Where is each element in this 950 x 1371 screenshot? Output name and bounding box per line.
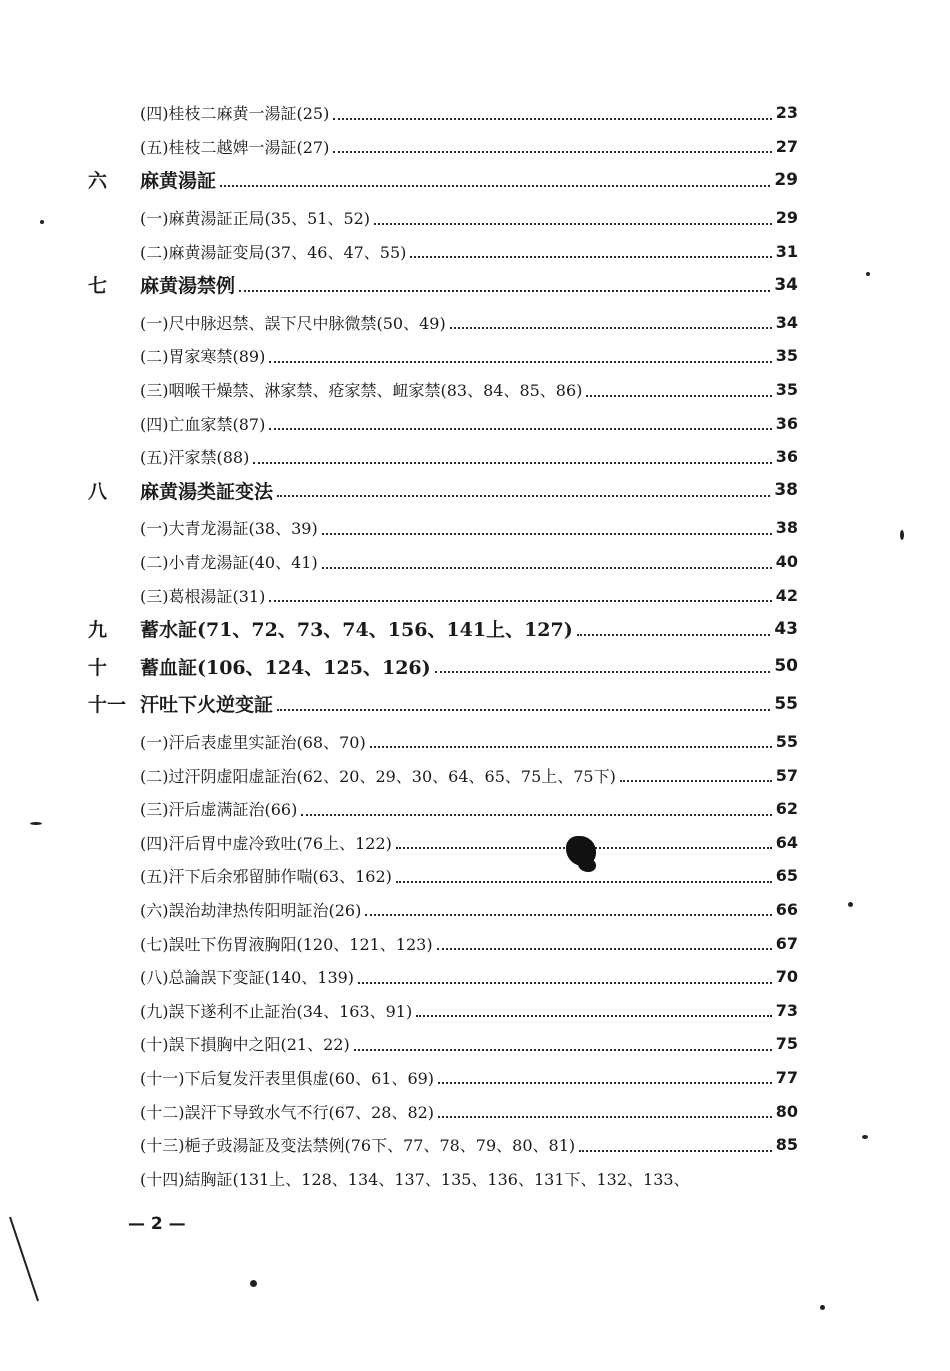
entry-page-number: 85 [775, 1135, 798, 1155]
entry-title: 蓄血証(106、124、125、126) [140, 656, 431, 679]
entry-title: (八)总論誤下变証(140、139) [140, 968, 355, 988]
entry-page-number: 31 [775, 241, 798, 261]
dot-leader [322, 531, 772, 535]
entry-page-number: 40 [775, 552, 798, 572]
table-of-contents [88, 96, 798, 1195]
chapter-number: 十 [88, 656, 108, 679]
entry-title: 麻黄湯証 [140, 170, 217, 193]
entry-page-number: 27 [775, 136, 798, 156]
toc-chapter-row [88, 474, 798, 508]
dot-leader [354, 1047, 772, 1051]
entry-title: (四)亡血家禁(87) [140, 414, 266, 434]
toc-entry-row [88, 926, 798, 960]
entry-page-number: 36 [775, 447, 798, 467]
dot-leader [322, 565, 772, 569]
toc-chapter-row [88, 163, 798, 197]
entry-page-number: 50 [774, 656, 798, 677]
dot-leader [239, 288, 770, 292]
toc-entry-row [88, 578, 798, 612]
toc-entry-row [88, 893, 798, 927]
dot-leader [438, 1114, 772, 1118]
speck [848, 902, 853, 907]
dot-leader [435, 669, 771, 673]
dot-leader [450, 325, 772, 329]
entry-title: (十二)誤汗下导致水气不行(67、28、82) [140, 1102, 435, 1122]
entry-title: (四)汗后胃中虚冷致吐(76上、122) [140, 833, 392, 853]
toc-entry-row [88, 339, 798, 373]
entry-title: (十三)梔子豉湯証及变法禁例(76下、77、78、79、80、81) [140, 1136, 576, 1156]
entry-page-number: 43 [774, 618, 798, 639]
toc-chapter-row [88, 650, 798, 684]
entry-page-number: 34 [775, 312, 798, 332]
chapter-number: 八 [88, 480, 108, 503]
dot-leader [277, 707, 770, 711]
entry-page-number: 23 [775, 103, 798, 123]
toc-entry-row [88, 758, 798, 792]
toc-entry-row [88, 859, 798, 893]
entry-page-number: 62 [775, 799, 798, 819]
toc-entry-row [88, 440, 798, 474]
toc-entry-row [88, 545, 798, 579]
dot-leader [333, 149, 771, 153]
entry-title: (六)誤治劫津热传阳明証治(26) [140, 900, 362, 920]
entry-title: (一)汗后表虚里实証治(68、70) [140, 732, 366, 752]
dot-leader [269, 426, 771, 430]
dot-leader [358, 980, 772, 984]
page-number: — 2 — [128, 1214, 186, 1234]
entry-title: (十)誤下損胸中之阳(21、22) [140, 1035, 350, 1055]
toc-entry-row [88, 406, 798, 440]
toc-entry-row [88, 511, 798, 545]
toc-entry-row [88, 373, 798, 407]
entry-title: (一)尺中脉迟禁、誤下尺中脉微禁(50、49) [140, 313, 446, 333]
toc-entry-row [88, 1161, 798, 1195]
speck [862, 1135, 868, 1139]
toc-entry-row [88, 960, 798, 994]
ink-blot [578, 858, 596, 872]
entry-title: (三)咽喉干燥禁、淋家禁、疮家禁、衄家禁(83、84、85、86) [140, 381, 583, 401]
dot-leader [586, 393, 771, 397]
toc-entry-row [88, 1094, 798, 1128]
entry-page-number: 77 [775, 1067, 798, 1087]
toc-entry-row [88, 201, 798, 235]
entry-title: (七)誤吐下伤胃液胸阳(120、121、123) [140, 934, 433, 954]
dot-leader [410, 254, 771, 258]
entry-page-number: 66 [775, 899, 798, 919]
entry-title: (二)胃家寒禁(89) [140, 347, 266, 367]
entry-title: (十一)下后复发汗表里俱虚(60、61、69) [140, 1068, 435, 1088]
entry-page-number: 42 [775, 585, 798, 605]
dot-leader [269, 598, 771, 602]
dot-leader [438, 1080, 772, 1084]
entry-page-number: 67 [775, 933, 798, 953]
entry-title: (四)桂枝二麻黄一湯証(25) [140, 104, 330, 124]
dot-leader [301, 812, 771, 816]
dot-leader [579, 1148, 772, 1152]
entry-title: 麻黄湯类証变法 [140, 480, 274, 503]
toc-entry-row [88, 1061, 798, 1095]
entry-title: (二)小青龙湯証(40、41) [140, 553, 318, 573]
dot-leader [365, 912, 771, 916]
entry-page-number: 65 [775, 866, 798, 886]
entry-page-number: 73 [775, 1000, 798, 1020]
entry-title: (二)过汗阴虚阳虚証治(62、20、29、30、64、65、75上、75下) [140, 766, 616, 786]
speck [866, 272, 870, 276]
entry-page-number: 38 [775, 518, 798, 538]
entry-title: (十四)結胸証(131上、128、134、137、135、136、131下、132、133、 [140, 1169, 690, 1189]
toc-entry-row [88, 725, 798, 759]
toc-chapter-row [88, 687, 798, 721]
dot-leader [220, 183, 770, 187]
dot-leader [269, 359, 771, 363]
entry-page-number: 34 [774, 274, 798, 295]
entry-title: 汗吐下火逆变証 [140, 694, 274, 717]
entry-title: 麻黄湯禁例 [140, 275, 236, 298]
entry-title: 蓄水証(71、72、73、74、156、141上、127) [140, 619, 573, 642]
speck [820, 1305, 825, 1310]
dot-leader [577, 632, 771, 636]
speck [250, 1280, 257, 1287]
toc-entry-row [88, 792, 798, 826]
entry-page-number: 64 [775, 832, 798, 852]
dot-leader [277, 493, 770, 497]
toc-entry-row [88, 96, 798, 130]
entry-page-number: 29 [775, 208, 798, 228]
entry-title: (三)葛根湯証(31) [140, 586, 266, 606]
chapter-number: 七 [88, 275, 108, 298]
entry-page-number: 70 [775, 967, 798, 987]
entry-page-number: 38 [774, 480, 798, 501]
toc-entry-row [88, 306, 798, 340]
dot-leader [620, 778, 772, 782]
dot-leader [253, 460, 771, 464]
entry-page-number: 57 [775, 765, 798, 785]
toc-entry-row [88, 130, 798, 164]
entry-page-number: 80 [775, 1101, 798, 1121]
toc-chapter-row [88, 612, 798, 646]
entry-title: (三)汗后虚满証治(66) [140, 800, 298, 820]
entry-title: (五)汗家禁(88) [140, 448, 250, 468]
speck [30, 822, 42, 825]
entry-title: (二)麻黄湯証变局(37、46、47、55) [140, 242, 407, 262]
toc-entry-row [88, 1128, 798, 1162]
scan-scratch [0, 1215, 60, 1305]
chapter-number: 六 [88, 170, 108, 193]
toc-entry-row [88, 1027, 798, 1061]
entry-page-number: 75 [775, 1034, 798, 1054]
toc-entry-row [88, 993, 798, 1027]
dot-leader [437, 946, 772, 950]
dot-leader [333, 116, 771, 120]
toc-entry-row [88, 234, 798, 268]
entry-title: (五)桂枝二越婢一湯証(27) [140, 137, 330, 157]
dot-leader [416, 1013, 772, 1017]
entry-page-number: 36 [775, 413, 798, 433]
dot-leader [370, 744, 772, 748]
entry-page-number: 35 [775, 346, 798, 366]
entry-page-number: 55 [774, 693, 798, 714]
toc-chapter-row [88, 268, 798, 302]
entry-title: (九)誤下遂利不止証治(34、163、91) [140, 1001, 413, 1021]
entry-page-number: 35 [775, 380, 798, 400]
entry-page-number: 29 [774, 169, 798, 190]
dot-leader [374, 221, 772, 225]
dot-leader [396, 879, 772, 883]
entry-page-number: 55 [775, 731, 798, 751]
speck [40, 220, 44, 224]
speck [900, 530, 904, 540]
toc-entry-row [88, 825, 798, 859]
entry-title: (一)大青龙湯証(38、39) [140, 519, 318, 539]
chapter-number: 九 [88, 619, 108, 642]
entry-title: (一)麻黄湯証正局(35、51、52) [140, 209, 371, 229]
chapter-number: 十一 [88, 694, 127, 717]
entry-title: (五)汗下后余邪留肺作喘(63、162) [140, 867, 392, 887]
